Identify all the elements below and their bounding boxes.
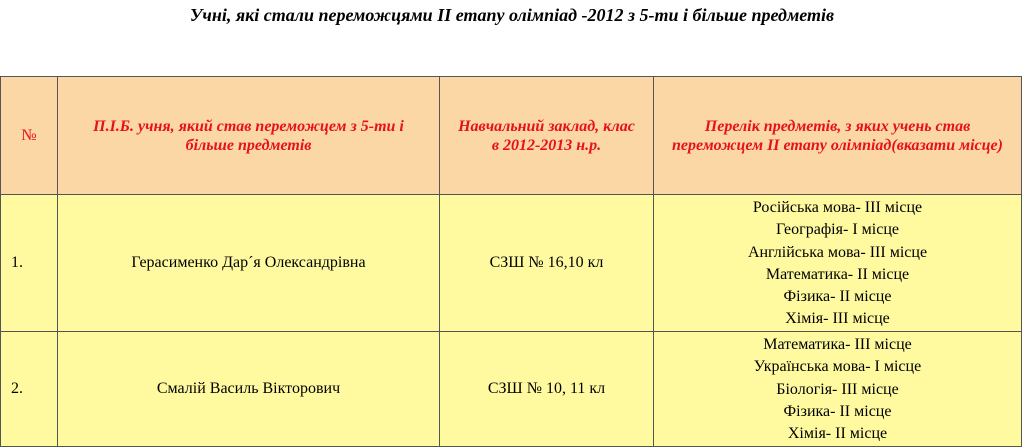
subject-item: Біологія- ІІІ місце (776, 380, 899, 398)
school-class: СЗШ № 16,10 кл (440, 195, 654, 332)
subject-item: Хімія- ІІІ місце (785, 310, 890, 328)
subjects-list (654, 331, 1022, 446)
subject-item: Російська мова- ІІІ місце (752, 199, 923, 216)
subject-item: Фізика- ІІ місце (783, 402, 892, 420)
subject-item: Українська мова- І місце (753, 358, 922, 376)
winners-table (0, 76, 1022, 447)
header-school: Навчальний заклад, клас в 2012-2013 н.р. (440, 77, 654, 195)
student-name: Смалій Василь Вікторович (58, 331, 440, 446)
subjects-list (654, 195, 1022, 332)
page-title: Учні, які стали переможцями ІІ етапу олімпіад -2012 з 5-ти і більше предметів (189, 5, 835, 25)
table-row (1, 331, 1022, 446)
subject-item: Англійська мова- ІІІ місце (747, 243, 928, 261)
subject-item: Фізика- ІІ місце (783, 288, 892, 306)
row-number: 1. (1, 195, 58, 332)
table-header-row (1, 77, 1022, 195)
student-name: Герасименко Дар´я Олександрівна (58, 195, 440, 332)
subject-item: Географія- І місце (776, 221, 899, 239)
header-number: № (1, 77, 58, 195)
subject-item: Математика- ІІІ місце (763, 336, 912, 354)
header-name: П.І.Б. учня, який став переможцем з 5-ти і більше предметів (58, 77, 440, 195)
school-class: СЗШ № 10, 11 кл (440, 331, 654, 446)
row-number: 2. (1, 331, 58, 446)
subject-item: Математика- ІІ місце (765, 265, 910, 283)
table-row (1, 195, 1022, 332)
subject-item: Хімія- ІІ місце (787, 425, 888, 443)
header-subjects: Перелік предметів, з яких учень став переможцем ІІ етапу олімпіад(вказати місце) (654, 77, 1022, 195)
